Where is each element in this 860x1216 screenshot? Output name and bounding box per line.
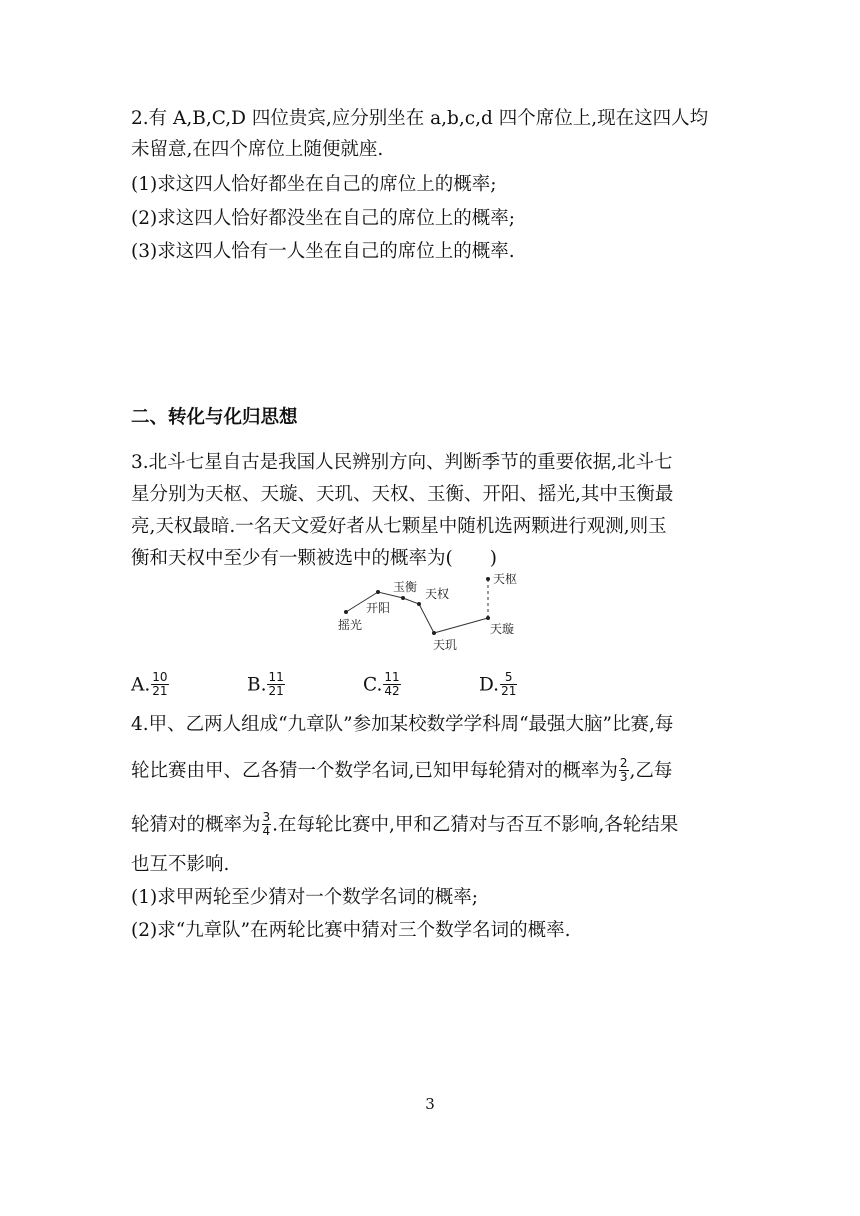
q3-line-4: 衡和天权中至少有一颗被选中的概率为( ) xyxy=(131,548,497,569)
choice-b-fraction: $\frac{11}{21}$ xyxy=(268,670,284,698)
q3-line-1: 3.北斗七星自古是我国人民辨别方向、判断季节的重要依据,北斗七 xyxy=(131,452,673,473)
star-tianshu xyxy=(486,577,490,581)
section-heading: 二、转化与化归思想 xyxy=(131,407,298,428)
star-yuheng xyxy=(401,596,405,600)
big-dipper-diagram xyxy=(330,570,540,655)
q2-part-1: (1)求这四人恰好都坐在自己的席位上的概率; xyxy=(131,174,497,195)
q4-prob-jia-fraction: $\frac{2}{3}$ xyxy=(619,756,628,784)
q4-part-2: (2)求“九章队”在两轮比赛中猜对三个数学名词的概率. xyxy=(131,920,571,941)
q4-line-4: 也互不影响. xyxy=(131,854,230,875)
label-yaoguang: 摇光 xyxy=(338,618,363,632)
star-tianquan xyxy=(417,602,421,606)
star-tianxuan xyxy=(486,616,490,620)
q3-line-3: 亮,天权最暗.一名天文爱好者从七颗星中随机选两颗进行观测,则玉 xyxy=(131,516,667,537)
q2-line-2: 未留意,在四个席位上随便就座. xyxy=(131,139,384,160)
q4-part-1: (1)求甲两轮至少猜对一个数学名词的概率; xyxy=(131,887,478,908)
choice-c[interactable]: C. $\frac{11}{42}$ xyxy=(363,670,400,698)
choice-a-fraction: $\frac{10}{21}$ xyxy=(152,670,168,698)
label-yuheng: 玉衡 xyxy=(393,580,418,594)
choice-d-fraction: $\frac{5}{21}$ xyxy=(501,670,517,698)
q4-prob-yi-fraction: $\frac{3}{4}$ xyxy=(262,810,271,838)
label-tianshu: 天枢 xyxy=(493,572,518,586)
label-tianxuan: 天璇 xyxy=(490,622,515,636)
choice-a[interactable]: A. $\frac{10}{21}$ xyxy=(131,670,168,698)
star-kaiyang xyxy=(376,590,380,594)
q4-line-2: 轮比赛由甲、乙各猜一个数学名词,已知甲每轮猜对的概率为 $\frac{2}{3}$ ,乙每 xyxy=(131,756,673,784)
label-kaiyang: 开阳 xyxy=(366,601,391,615)
q2-part-3: (3)求这四人恰有一人坐在自己的席位上的概率. xyxy=(131,241,515,262)
q2-part-2: (2)求这四人恰好都没坐在自己的席位上的概率; xyxy=(131,208,515,229)
label-tianquan: 天权 xyxy=(425,587,450,601)
q4-line-1: 4.甲、乙两人组成“九章队”参加某校数学学科周“最强大脑”比赛,每 xyxy=(131,714,674,735)
choice-b[interactable]: B. $\frac{11}{21}$ xyxy=(247,670,284,698)
star-tianji xyxy=(432,631,436,635)
star-yaoguang xyxy=(344,610,348,614)
choice-d[interactable]: D. $\frac{5}{21}$ xyxy=(479,670,517,698)
choice-c-fraction: $\frac{11}{42}$ xyxy=(384,670,400,698)
q4-line-3: 轮猜对的概率为 $\frac{3}{4}$ .在每轮比赛中,甲和乙猜对与否互不影响,各轮结果 xyxy=(131,810,679,838)
label-tianji: 天玑 xyxy=(433,638,458,652)
q2-line-1: 2.有 A,B,C,D 四位贵宾,应分别坐在 a,b,c,d 四个席位上,现在这四人均 xyxy=(131,108,709,129)
q3-line-2: 星分别为天枢、天璇、天玑、天权、玉衡、开阳、摇光,其中玉衡最 xyxy=(131,484,674,505)
page-number: 3 xyxy=(425,1095,435,1113)
